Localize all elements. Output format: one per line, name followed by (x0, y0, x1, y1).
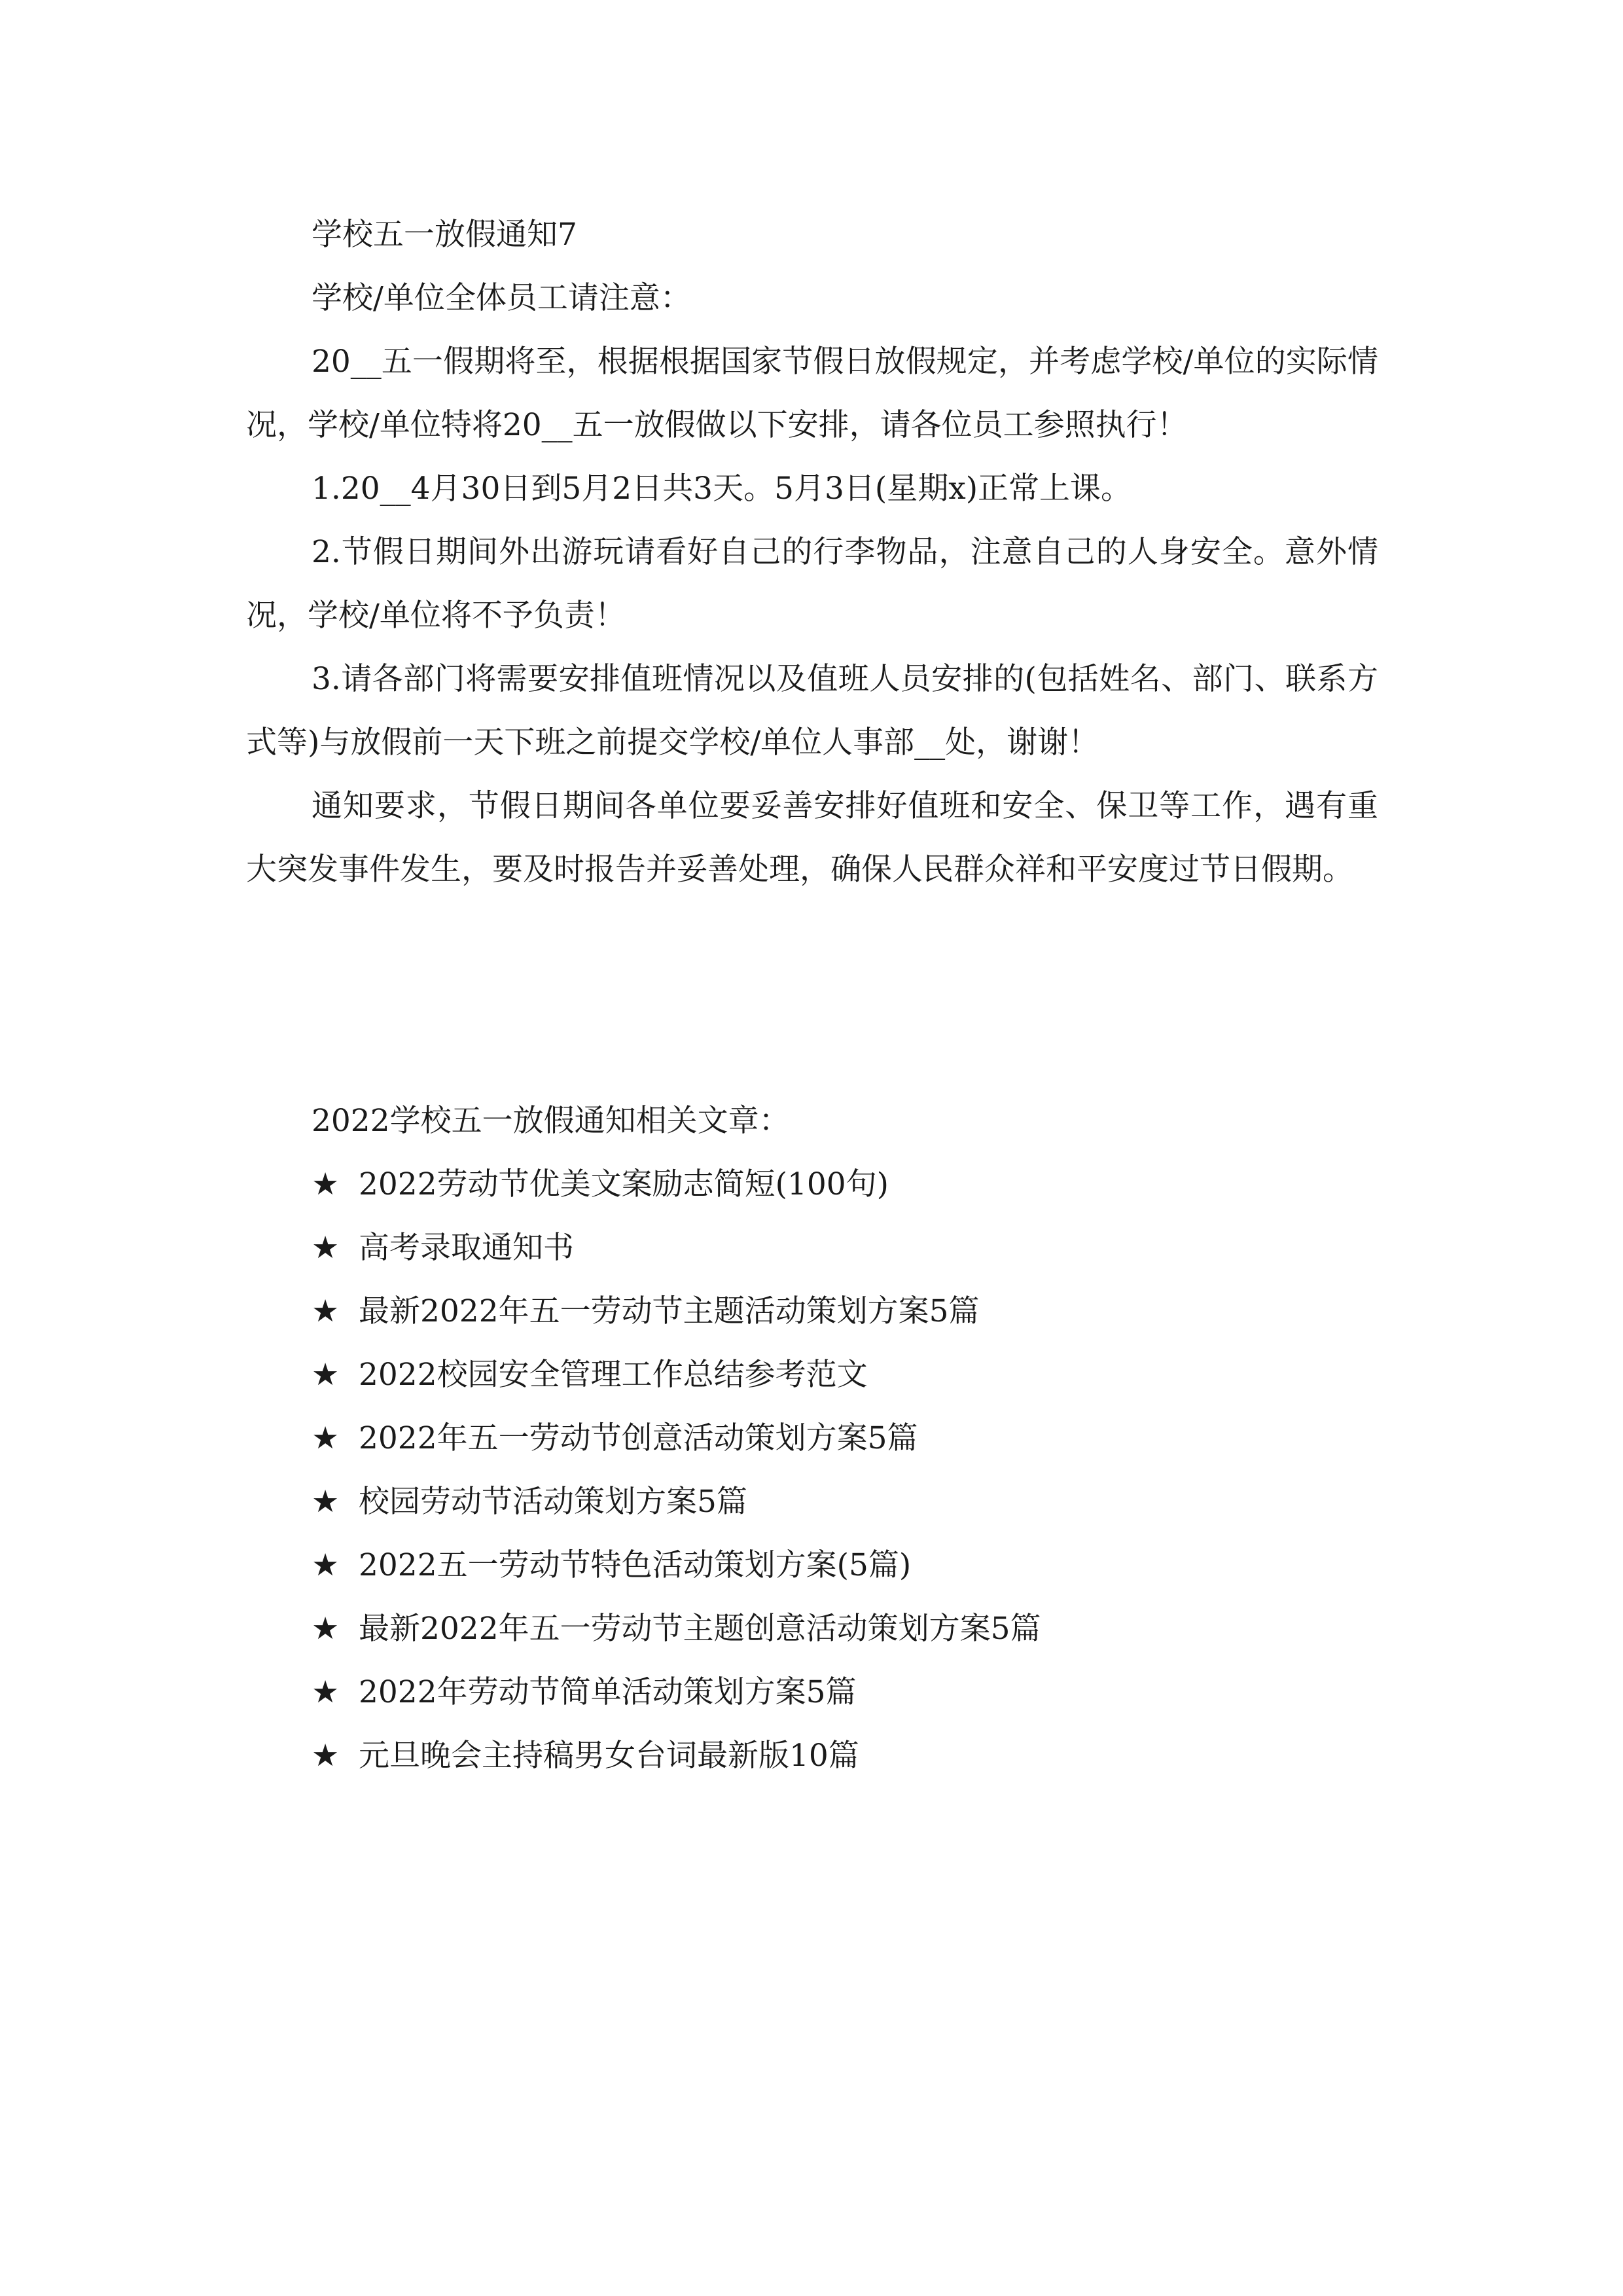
related-article-link[interactable] (312, 1153, 1378, 1216)
related-article-title[interactable]: 最新2022年五一劳动节主题活动策划方案5篇 (359, 1293, 980, 1329)
notice-greeting: 学校/单位全体员工请注意： (312, 280, 691, 316)
related-article-title[interactable]: 2022五一劳动节特色活动策划方案(5篇) (359, 1547, 912, 1583)
star-icon: ★ (312, 1230, 340, 1266)
star-icon: ★ (312, 1357, 340, 1393)
star-icon: ★ (312, 1484, 340, 1520)
notice-closing: 通知要求，节假日期间各单位要妥善安排好值班和安全、保卫等工作，遇有重大突发事件发生，要及时报告并妥善处理，确保人民群众祥和平安度过节日假期。 (246, 788, 1378, 888)
related-article-link[interactable] (312, 1660, 1378, 1724)
star-icon: ★ (312, 1166, 340, 1202)
notice-item-1: 1.20__4月30日到5月2日共3天。5月3日(星期x)正常上课。 (312, 471, 1132, 507)
notice-intro: 20__五一假期将至，根据根据国家节假日放假规定，并考虑学校/单位的实际情况，学校/单位特将20__五一放假做以下安排，请各位员工参照执行！ (246, 344, 1378, 443)
notice-section (246, 203, 1378, 901)
star-icon: ★ (312, 1547, 340, 1583)
related-list (312, 1153, 1378, 1787)
star-icon: ★ (312, 1293, 340, 1329)
related-article-link[interactable] (312, 1534, 1378, 1597)
related-article-link[interactable] (312, 1597, 1378, 1660)
notice-item-3: 3.请各部门将需要安排值班情况以及值班人员安排的(包括姓名、部门、联系方式等)与放假前一天下班之前提交学校/单位人事部__处，谢谢！ (246, 661, 1378, 761)
related-article-title[interactable]: 校园劳动节活动策划方案5篇 (359, 1484, 747, 1520)
related-article-link[interactable] (312, 1280, 1378, 1343)
related-article-link[interactable] (312, 1470, 1378, 1534)
star-icon: ★ (312, 1611, 340, 1647)
related-article-title[interactable]: 2022校园安全管理工作总结参考范文 (359, 1357, 868, 1393)
star-icon: ★ (312, 1738, 340, 1774)
related-article-title[interactable]: 元旦晚会主持稿男女台词最新版10篇 (359, 1738, 859, 1774)
related-articles-section (312, 1089, 1378, 1787)
notice-title: 学校五一放假通知7 (312, 217, 577, 253)
related-article-link[interactable] (312, 1724, 1378, 1787)
related-article-link[interactable] (312, 1407, 1378, 1470)
star-icon: ★ (312, 1674, 340, 1710)
related-heading: 2022学校五一放假通知相关文章： (312, 1103, 790, 1139)
related-article-title[interactable]: 2022劳动节优美文案励志简短(100句) (359, 1166, 889, 1202)
related-article-title[interactable]: 最新2022年五一劳动节主题创意活动策划方案5篇 (359, 1611, 1041, 1647)
star-icon: ★ (312, 1420, 340, 1456)
related-article-title[interactable]: 高考录取通知书 (359, 1230, 574, 1266)
related-article-link[interactable] (312, 1216, 1378, 1280)
related-article-title[interactable]: 2022年劳动节简单活动策划方案5篇 (359, 1674, 857, 1710)
notice-item-2: 2.节假日期间外出游玩请看好自己的行李物品，注意自己的人身安全。意外情况，学校/单位将不予负责！ (246, 534, 1378, 634)
related-article-link[interactable] (312, 1343, 1378, 1407)
related-article-title[interactable]: 2022年五一劳动节创意活动策划方案5篇 (359, 1420, 918, 1456)
